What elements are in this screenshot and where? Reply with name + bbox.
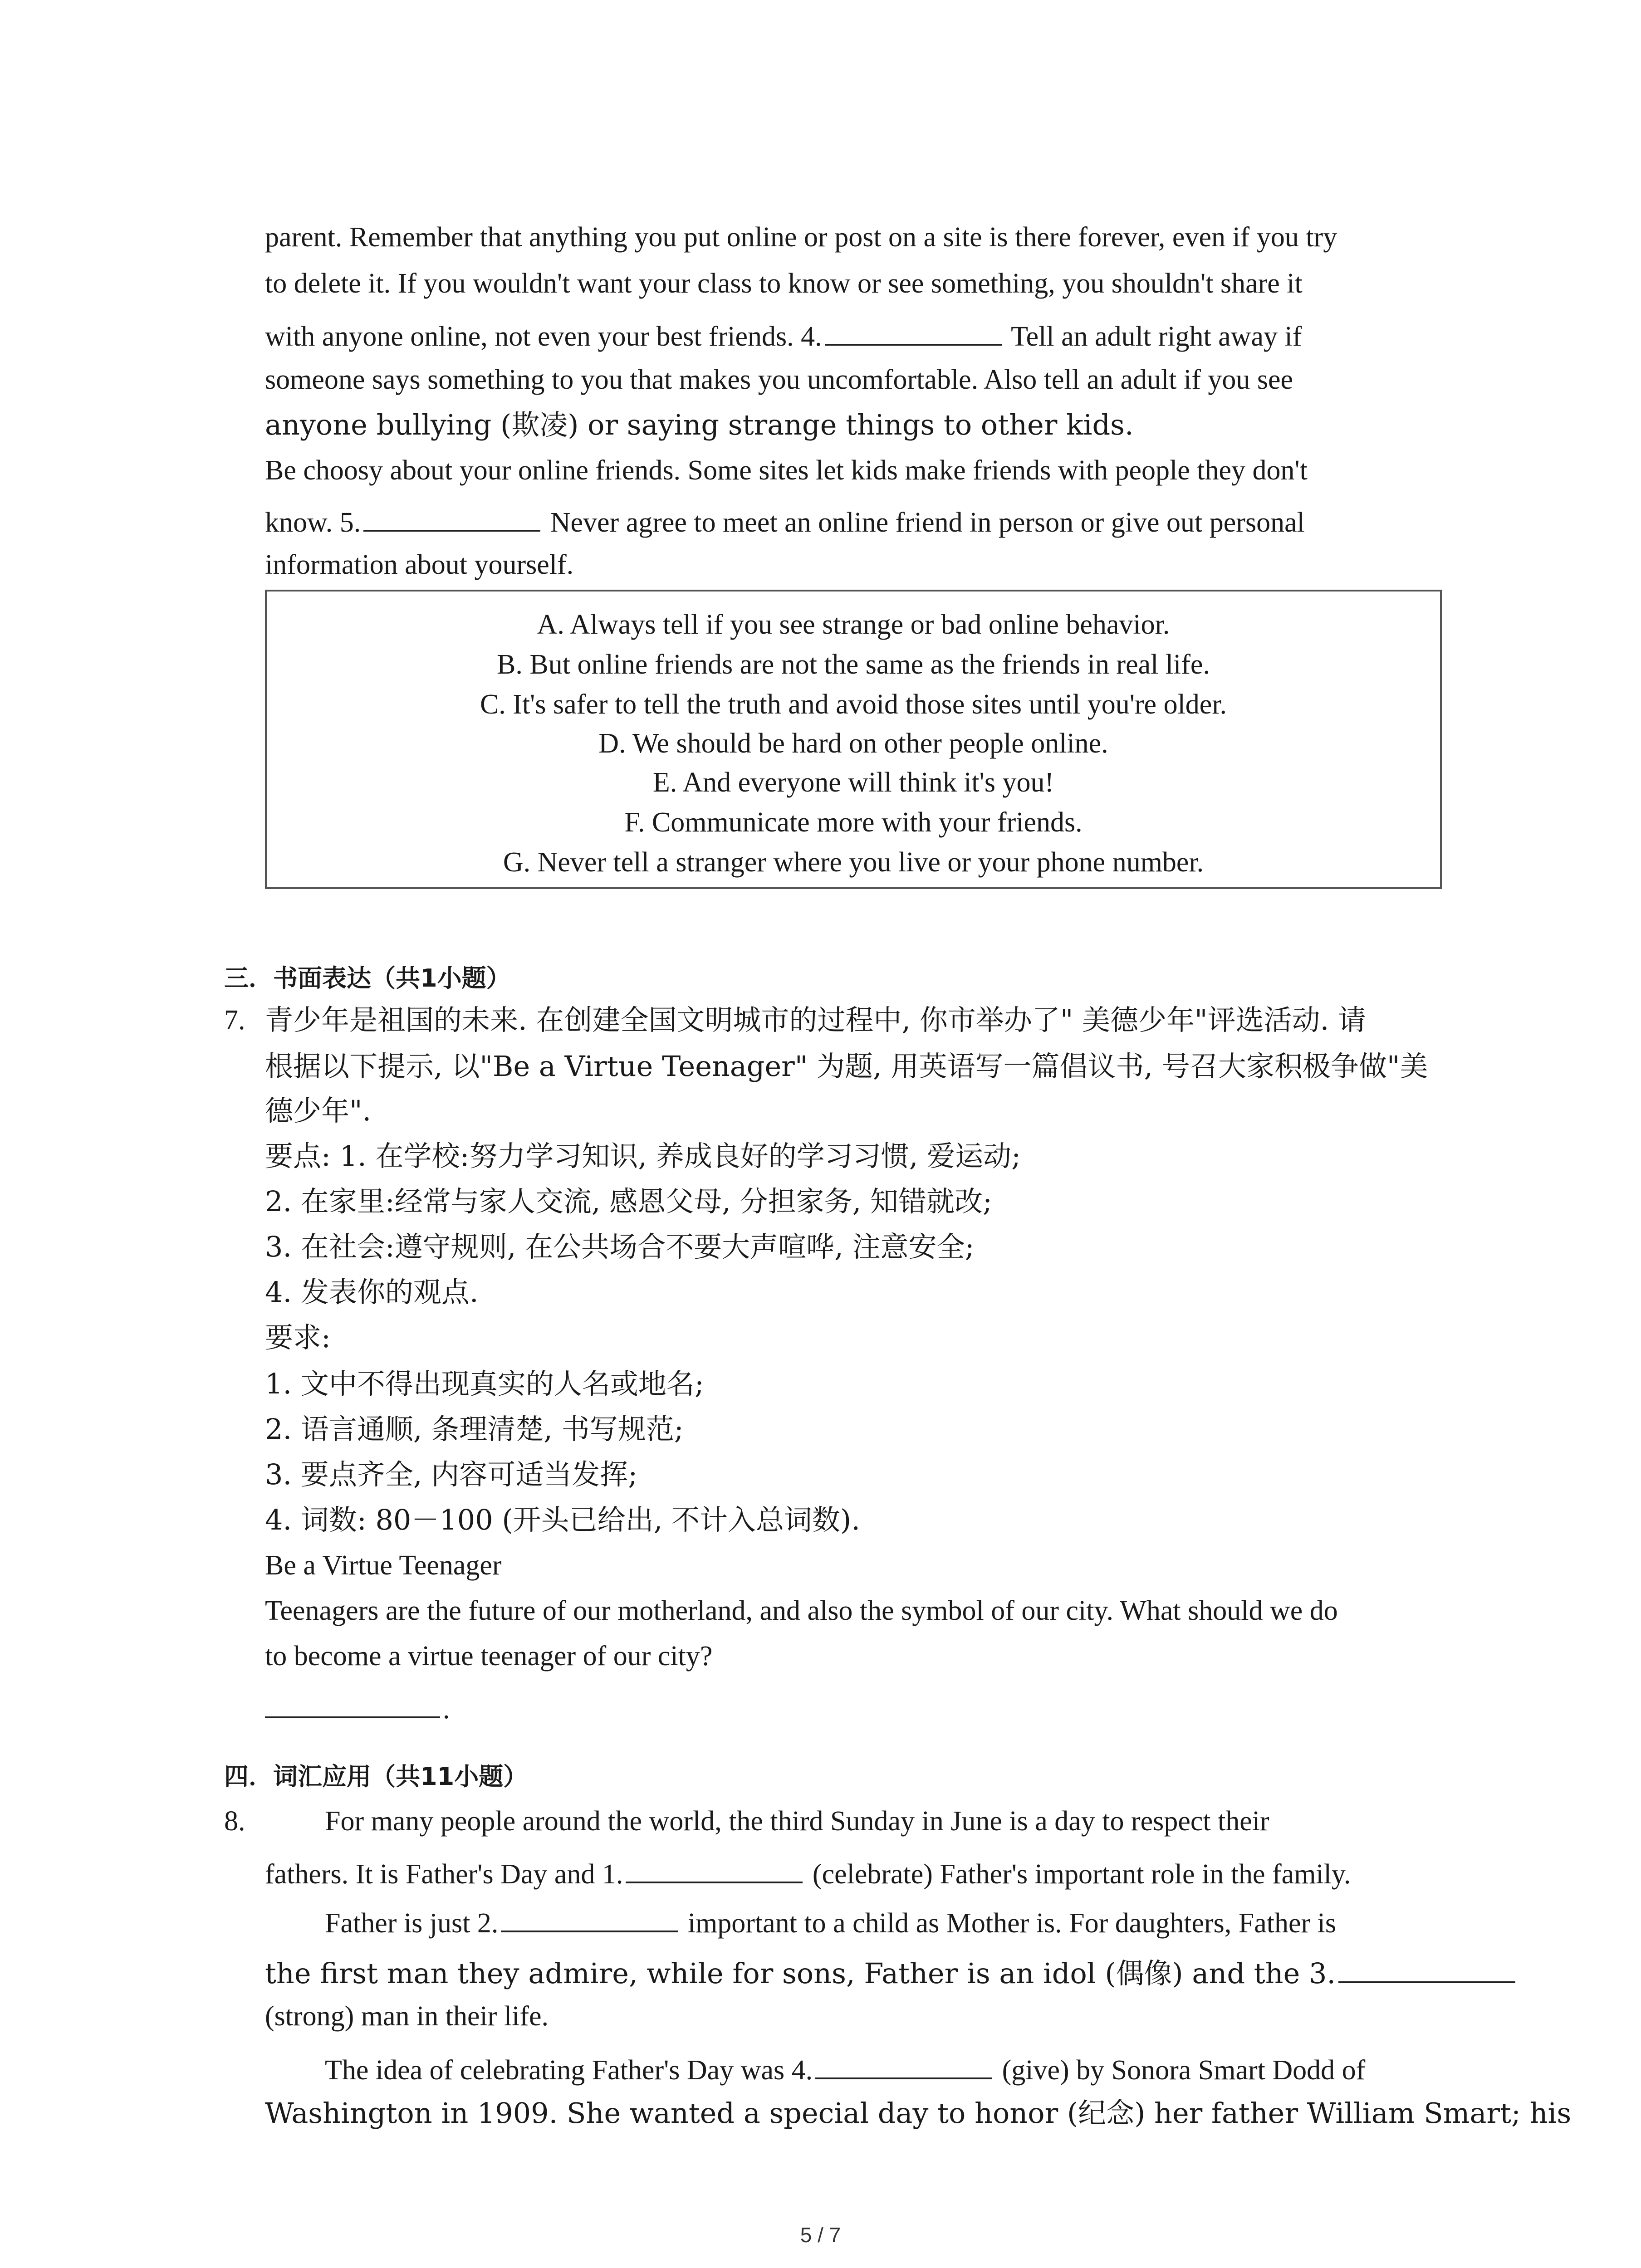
option-a: A. Always tell if you see strange or bad online behavior.	[537, 609, 1170, 640]
passage-line-8: information about yourself.	[265, 549, 574, 580]
page-number: 5 / 7	[800, 2223, 841, 2247]
passage-line-2: to delete it. If you wouldn't want your class to know or see something, you shouldn't share it	[265, 268, 1303, 299]
option-g: G. Never tell a stranger where you live or your phone number.	[503, 847, 1204, 878]
passage-line-3a: with anyone online, not even your best friends. 4.	[265, 321, 822, 352]
q8-line-6	[325, 2053, 1365, 2084]
q7-line-11: 3. 要点齐全, 内容可适当发挥;	[265, 1458, 638, 1491]
blank-2[interactable]	[501, 1906, 678, 1932]
q8-line-5: (strong) man in their life.	[265, 2001, 549, 2032]
q8-line-4a: the first man they admire, while for sons, Father is an idol (偶像) and the 3.	[265, 1957, 1336, 1990]
essay-answer-line	[265, 1692, 450, 1723]
q7-line-6: 3. 在社会:遵守规则, 在公共场合不要大声喧哗, 注意安全;	[265, 1230, 975, 1263]
options-box	[265, 590, 1442, 889]
q7-line-9: 1. 文中不得出现真实的人名或地名;	[265, 1367, 704, 1400]
q8-line-2	[265, 1857, 1351, 1888]
essay-blank[interactable]	[265, 1692, 440, 1718]
q8-line-3a: Father is just 2.	[325, 1908, 499, 1939]
passage-line-7	[265, 505, 1305, 537]
q7-line-4: 要点: 1. 在学校:努力学习知识, 养成良好的学习习惯, 爱运动;	[265, 1139, 1021, 1173]
q7-line-13: Be a Virtue Teenager	[265, 1550, 502, 1581]
q8-line-6b: (give) by Sonora Smart Dodd of	[995, 2055, 1366, 2086]
q7-line-1: 青少年是祖国的未来. 在创建全国文明城市的过程中, 你市举办了" 美德少年"评选活动. 请	[265, 1003, 1366, 1036]
option-c: C. It's safer to tell the truth and avoid those sites until you're older.	[480, 689, 1227, 720]
option-d: D. We should be hard on other people online.	[598, 728, 1108, 759]
q7-line-15: to become a virtue teenager of our city?	[265, 1641, 713, 1672]
passage-line-6: Be choosy about your online friends. Some sites let kids make friends with people they don't	[265, 455, 1308, 486]
blank-1[interactable]	[626, 1857, 803, 1883]
q7-line-8: 要求:	[265, 1321, 331, 1354]
q8-line-2a: fathers. It is Father's Day and 1.	[265, 1859, 623, 1890]
q7-line-10: 2. 语言通顺, 条理清楚, 书写规范;	[265, 1413, 684, 1446]
question-7-number: 7.	[224, 1005, 245, 1036]
passage-line-4: someone says something to you that makes you uncomfortable. Also tell an adult if you see	[265, 364, 1293, 395]
q8-line-7: Washington in 1909. She wanted a special day to honor (纪念) her father William Smart; his	[265, 2097, 1572, 2130]
option-b: B. But online friends are not the same as the friends in real life.	[497, 649, 1210, 680]
passage-line-5: anyone bullying (欺凌) or saying strange things to other kids.	[265, 408, 1134, 441]
q8-line-3	[325, 1906, 1336, 1937]
passage-line-7b: Never agree to meet an online friend in person or give out personal	[543, 507, 1305, 538]
q7-line-3: 德少年".	[265, 1094, 372, 1127]
passage-line-7a: know. 5.	[265, 507, 361, 538]
blank-4b[interactable]	[815, 2053, 992, 2079]
passage-line-3	[265, 319, 1302, 351]
section-4-heading: 四．词汇应用（共11小题）	[224, 1762, 528, 1791]
q8-line-4	[265, 1957, 1518, 1988]
q8-line-6a: The idea of celebrating Father's Day was 4.	[325, 2055, 813, 2086]
q7-line-12: 4. 词数: 80－100 (开头已给出, 不计入总词数).	[265, 1503, 860, 1536]
question-8-number: 8.	[224, 1806, 245, 1837]
passage-line-3b: Tell an adult right away if	[1004, 321, 1302, 352]
blank-3[interactable]	[1338, 1957, 1515, 1983]
passage-line-1: parent. Remember that anything you put online or post on a site is there forever, even if you try	[265, 222, 1337, 253]
q7-line-2: 根据以下提示, 以"Be a Virtue Teenager" 为题, 用英语写一篇倡议书, 号召大家积极争做"美	[265, 1050, 1428, 1083]
q7-line-14: Teenagers are the future of our motherland, and also the symbol of our city. What should we do	[265, 1595, 1338, 1626]
section-3-heading: 三．书面表达（共1小题）	[224, 964, 511, 992]
option-f: F. Communicate more with your friends.	[624, 807, 1083, 838]
q7-line-7: 4. 发表你的观点.	[265, 1276, 479, 1309]
q7-line-5: 2. 在家里:经常与家人交流, 感恩父母, 分担家务, 知错就改;	[265, 1185, 992, 1218]
q8-line-3b: important to a child as Mother is. For daughters, Father is	[681, 1908, 1337, 1939]
blank-5[interactable]	[363, 505, 540, 532]
essay-end-mark: .	[443, 1694, 450, 1725]
q8-line-1: For many people around the world, the third Sunday in June is a day to respect their	[325, 1806, 1269, 1837]
q8-line-2b: (celebrate) Father's important role in the family.	[805, 1859, 1351, 1890]
option-e: E. And everyone will think it's you!	[652, 767, 1054, 798]
blank-4[interactable]	[825, 319, 1002, 346]
